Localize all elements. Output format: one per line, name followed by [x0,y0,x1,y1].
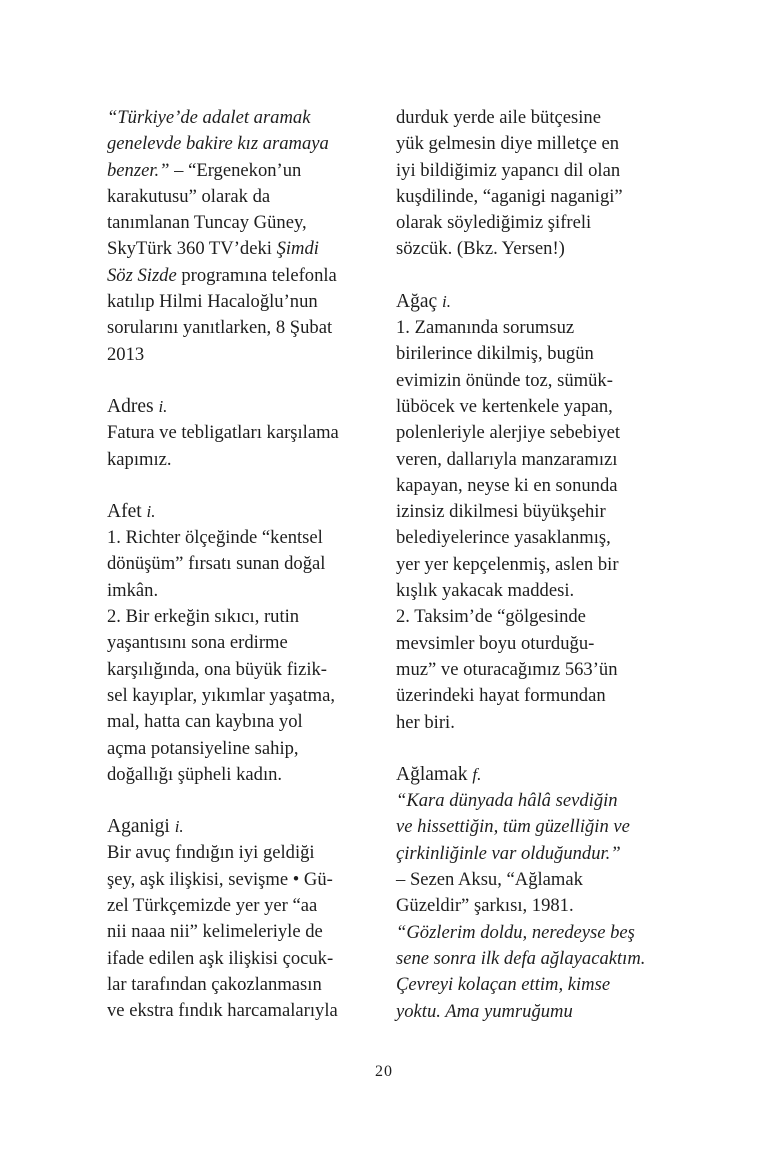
text-line: kapımız. [107,448,172,470]
text-line: karşılığında, ona büyük fizik- [107,658,327,680]
text-line: sene sonra ilk defa ağlayacaktım. [396,947,646,969]
text-line: sel kayıplar, yıkımlar yaşatma, [107,684,335,706]
text-line: mal, hatta can kaybına yol [107,711,303,733]
text-line: Çevreyi kolaçan ettim, kimse [396,974,611,996]
text-line: iyi bildiğimiz yapancı dil olan [396,159,621,181]
text-line: polenleriyle alerjiye sebebiyet [396,422,621,444]
text-line: 2. Taksim’de “gölgesinde [396,606,586,628]
entry-body-adres [107,420,369,473]
text-line: sözcük. (Bkz. Yersen!) [396,238,565,260]
attribution: SkyTürk 360 TV’deki [107,238,277,260]
text-line [107,236,369,262]
entry-heading-aganigi [107,814,369,840]
text-line: sorularını yanıtlarken, 8 Şubat [107,317,333,339]
text-line: – Sezen Aksu, “Ağlamak [396,869,583,891]
text-line: “Türkiye’de adalet aramak [107,107,311,128]
text-line [107,263,369,289]
text-line [107,158,369,184]
text-line: lüböcek ve kertenkele yapan, [396,395,613,417]
text-line: Fatura ve tebligatları karşılama [107,422,339,444]
entry-term: Ağlamak [396,763,468,785]
text-line: ve hissettiğin, tüm güzelliğin ve [396,816,630,838]
text-line: izinsiz dikilmesi büyükşehir [396,501,606,523]
text-line: kapayan, neyse ki en sonunda [396,474,618,496]
entry-body-agac [396,315,658,736]
text-line: 2. Bir erkeğin sıkıcı, rutin [107,606,300,628]
text-line: ifade edilen aşk ilişkisi çocuk- [107,947,334,969]
text-line: yer yer kepçelenmiş, aslen bir [396,553,619,575]
text-line: evimizin önünde toz, sümük- [396,369,613,391]
text-line: tanımlanan Tuncay Güney, [107,212,307,234]
text-line: yük gelmesin diye milletçe en [396,133,620,155]
text-line: 1. Richter ölçeğinde “kentsel [107,527,323,549]
entry-term: Afet [107,500,142,522]
entry-body-aganigi [107,840,369,1024]
entry-term: Adres [107,395,154,417]
text-line: mevsimler boyu oturduğu- [396,632,595,654]
entry-heading-afet [107,499,369,525]
text-line: “Gözlerim doldu, neredeyse beş [396,921,635,943]
text-line: nii naaa nii” kelimeleriyle de [107,921,323,943]
entry-body-aglamak [396,788,658,1025]
text-line: zel Türkçemizde yer yer “aa [107,895,318,917]
part-of-speech: i. [158,396,168,416]
entry-heading-agac [396,289,658,315]
text-line: “Kara dünyada hâlâ sevdiğin [396,790,618,812]
attribution: programına telefonla [176,264,337,286]
entry-heading-adres [107,394,369,420]
part-of-speech: i. [174,817,184,837]
text-line: olarak söylediğimiz şifreli [396,212,592,234]
program-title: Söz Sizde [107,264,177,286]
entry-term: Aganigi [107,816,170,838]
text-line: birilerince dikilmiş, bugün [396,343,594,365]
text-line: çirkinliğinle var olduğundur.” [396,842,621,864]
text-line: genelevde bakire kız aramaya [107,133,329,155]
text-line: imkân. [107,579,159,601]
left-column [107,105,369,1025]
quote-end: benzer.” [107,159,170,181]
text-line: Bir avuç fındığın iyi geldiği [107,842,315,864]
text-line: muz” ve oturacağımız 563’ün [396,658,618,680]
entry-heading-aglamak [396,762,658,788]
attribution: – “Ergenekon’un [169,159,302,181]
text-line: ve ekstra fındık harcamalarıyla [107,1000,338,1022]
text-line: dönüşüm” fırsatı sunan doğal [107,553,326,575]
text-line: belediyelerince yasaklanmış, [396,527,611,549]
text-line: 2013 [107,343,145,365]
text-line: 1. Zamanında sorumsuz [396,317,575,339]
text-line: kışlık yakacak maddesi. [396,580,575,602]
text-line: lar tarafından çakozlanmasın [107,973,322,995]
text-line: katılıp Hilmi Hacaloğlu’nun [107,291,318,313]
text-line: karakutusu” olarak da [107,185,271,207]
text-line: şey, aşk ilişkisi, sevişme • Gü- [107,868,333,890]
text-line: veren, dallarıyla manzaramızı [396,448,618,470]
program-title: Şimdi [276,238,319,260]
part-of-speech: f. [472,764,482,784]
text-line: kuşdilinde, “aganigi naganigi” [396,185,623,207]
text-line: Güzeldir” şarkısı, 1981. [396,895,574,917]
part-of-speech: i. [146,501,156,521]
part-of-speech: i. [442,291,452,311]
text-line: açma potansiyeline sahip, [107,737,299,759]
text-line: her biri. [396,711,455,733]
entry-term: Ağaç [396,290,438,312]
text-line: üzerindeki hayat formundan [396,685,606,707]
entry-body-afet [107,525,369,788]
text-line: durduk yerde aile bütçesine [396,107,601,128]
text-line: yaşantısını sona erdirme [107,632,288,654]
aganigi-continuation [396,105,658,263]
quote-continuation [107,105,369,368]
page-number: 20 [375,1063,393,1080]
right-column [396,105,658,1025]
text-line: doğallığı şüpheli kadın. [107,763,283,785]
text-line: yoktu. Ama yumruğumu [396,1000,573,1022]
